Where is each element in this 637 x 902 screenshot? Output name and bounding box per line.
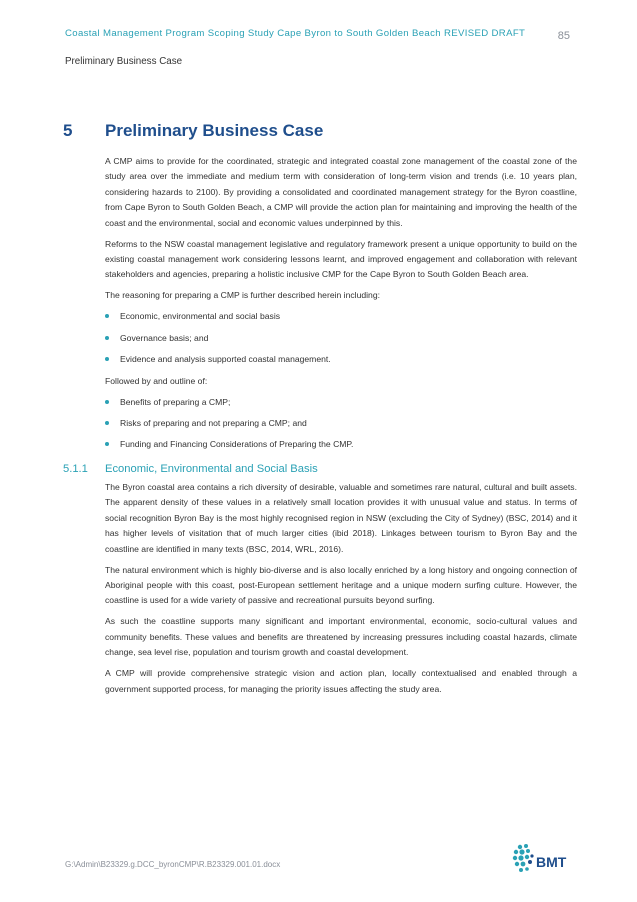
paragraph: A CMP will provide comprehensive strategic vision and action plan, locally contextualised and enabled through a government supported process, for managing the priority issues affecting the study area. xyxy=(105,668,577,694)
bullet-icon xyxy=(105,442,109,446)
header-document-title: Coastal Management Program Scoping Study Cape Byron to South Golden Beach REVISED DRAFT xyxy=(65,28,526,39)
paragraph: Followed by and outline of: xyxy=(105,375,208,386)
document-body xyxy=(63,154,577,703)
list-item xyxy=(105,331,577,346)
bullet-list xyxy=(105,395,577,453)
section-title: Preliminary Business Case xyxy=(105,121,324,140)
paragraph: The reasoning for preparing a CMP is further described herein including: xyxy=(105,290,380,301)
paragraph: The Byron coastal area contains a rich diversity of desirable, valuable and sometimes rare natural, cultural and built assets. The apparent density of these values in a relatively small location provides it with unusual value and status. In terms of social recognition Byron Bay is the most highly recognised region in NSW (excluding the City of Sydney) (BSC, 2014) and it has higher levels of visitation that of much larger cities (ibid 2018). Linkages between tourism to Byron Bay and the coastline are identified in many texts (BSC, 2014, WRL, 2016). xyxy=(105,481,577,554)
footer-file-path: G:\Admin\B23329.g.DCC_byronCMP\R.B23329.001.01.docx xyxy=(65,860,281,869)
paragraph: The natural environment which is highly bio-diverse and is also locally enriched by a long history and ongoing connection of Aboriginal people with this coast, post-European settlement heritage and a unique modern surfing culture. However, the coastline is used for a wide variety of passive and recreational pursuits beyond surfing. xyxy=(105,564,577,606)
list-item xyxy=(105,437,577,452)
list-item-text: Benefits of preparing a CMP; xyxy=(120,396,231,407)
list-item-text: Economic, environmental and social basis xyxy=(120,311,281,322)
bullet-icon xyxy=(105,314,109,318)
list-item-text: Evidence and analysis supported coastal management. xyxy=(120,354,331,365)
logo-text: BMT xyxy=(536,854,567,870)
page-number: 85 xyxy=(557,30,570,42)
paragraph: Reforms to the NSW coastal management legislative and regulatory framework present a unique opportunity to build on the existing coastal management work considering lessons learnt, and improved engagement and collaboration with relevant stakeholders and agencies, preparing a holistic inclusive CMP for the Cape Byron to South Golden Beach area. xyxy=(105,238,577,280)
paragraph: As such the coastline supports many significant and important environmental, economic, socio-cultural values and community benefits. These values and benefits are threatened by increasing pressures including coastal hazards, climate change, sea level rise, population and tourism growth and coastal development. xyxy=(105,616,577,658)
bullet-icon xyxy=(105,400,109,404)
bullet-icon xyxy=(105,421,109,425)
bullet-icon xyxy=(105,357,109,361)
section-number: 5 xyxy=(63,121,73,140)
list-item-text: Funding and Financing Considerations of Preparing the CMP. xyxy=(120,439,354,450)
subsection-heading xyxy=(63,462,577,476)
list-item xyxy=(105,395,577,410)
bullet-icon xyxy=(105,336,109,340)
list-item-text: Governance basis; and xyxy=(120,332,209,343)
paragraph: A CMP aims to provide for the coordinated, strategic and integrated coastal zone management of the coastal zone of the study area over the immediate and medium term with consideration of long-term vision and trends (i.e. 10 years plan, considering hazards to 2100). By providing a consolidated and coordinated management strategy for the Byron coastline, from Cape Byron to South Golden Beach, a CMP will provide the action plan for maintaining and improving the health of the coast and the environmental, social and economic values underpinned by this. xyxy=(105,156,577,228)
bullet-list xyxy=(105,309,577,367)
list-item xyxy=(105,309,577,324)
section-heading xyxy=(63,121,323,141)
list-item-text: Risks of preparing and not preparing a CMP; and xyxy=(120,418,307,429)
subsection-number: 5.1.1 xyxy=(63,462,88,475)
list-item xyxy=(105,416,577,431)
subsection-title: Economic, Environmental and Social Basis xyxy=(105,462,318,475)
list-item xyxy=(105,352,577,367)
header-section-title: Preliminary Business Case xyxy=(65,56,183,67)
